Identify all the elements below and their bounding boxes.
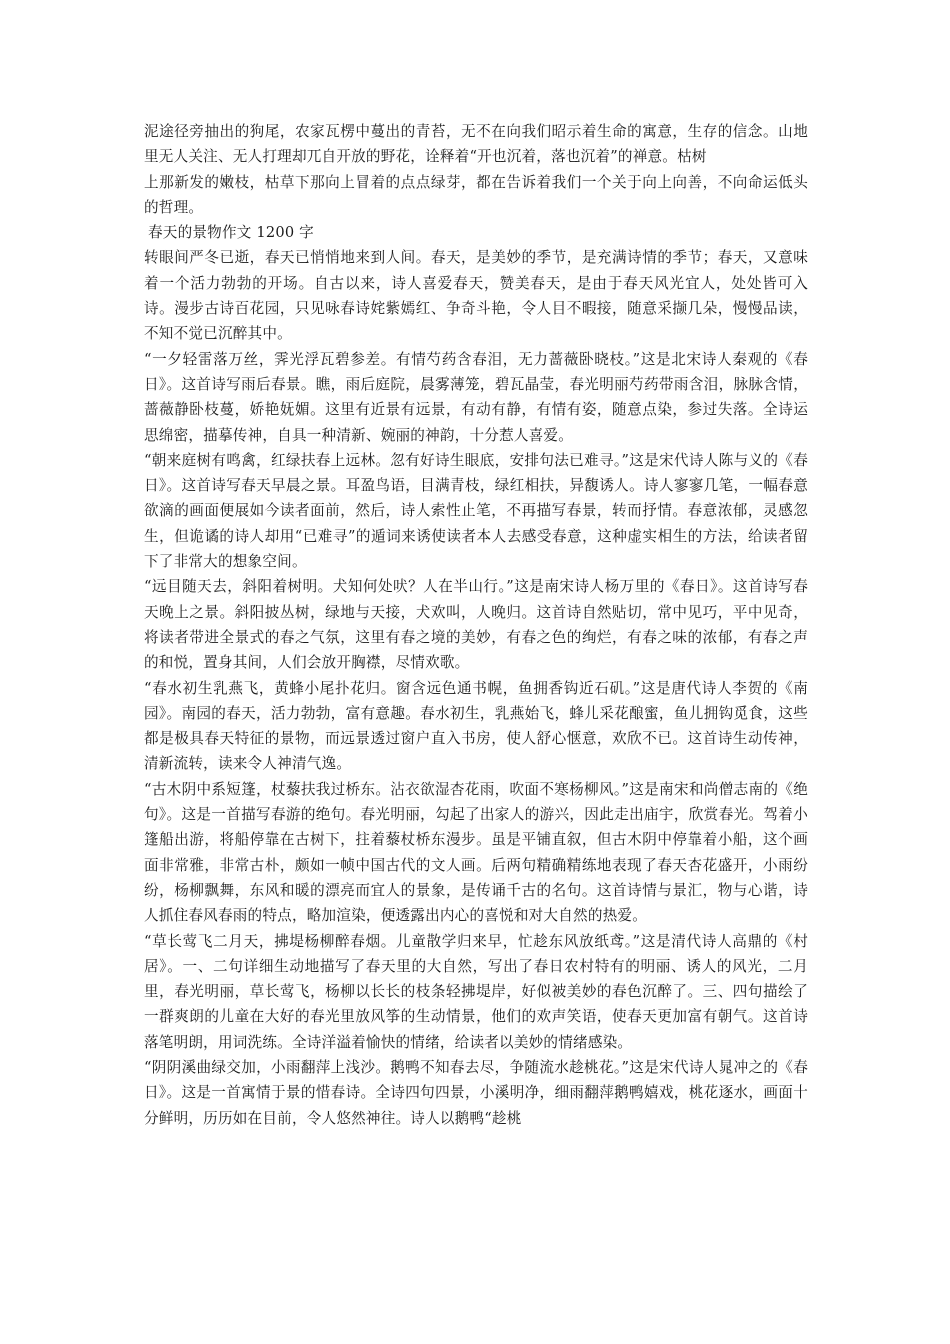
paragraph-zhi-nan: “古木阴中系短篷，杖藜扶我过桥东。沾衣欲湿杏花雨，吹面不寒杨柳风。”这是南宋和尚僧志南的《绝句》。这是一首描写春游的绝句。春光明丽，勾起了出家人的游兴，因此走出庙宇，欣赏春光。驾着小篷船出游，将船停靠在古树下，拄着藜杖桥东漫步。虽是平铺直叙，但古木阴中停靠着小船，这个画面非常雅，非常古朴，颇如一帧中国古代的文人画。后两句精确精练地表现了春天杏花盛开，小雨纷纷，杨柳飘舞，东风和暖的漂亮而宜人的景象，是传诵千古的名句。这首诗情与景汇，物与心谐，诗人抓住春风春雨的特点，略加渲染，便透露出内心的喜悦和对大自然的热爱。 — [144, 780, 808, 925]
essay-title: 春天的景物作文 1200 字 — [148, 224, 314, 242]
paragraph-chao-chongzhi: “阴阴溪曲绿交加，小雨翻萍上浅沙。鹅鸭不知春去尽，争随流水趁桃花。”这是宋代诗人晁冲之的《春日》。这是一首寓情于景的惜春诗。全诗四句四景，小溪明净，细雨翻萍鹅鸭嬉戏，桃花逐水，画面十分鲜明，历历如在目前，令人悠然神往。诗人以鹅鸭“趁桃 — [144, 1058, 808, 1127]
paragraph-gao-ding: “草长莺飞二月天，拂堤杨柳醉春烟。儿童散学归来早，忙趁东风放纸鸢。”这是清代诗人高鼎的《村居》。一、二句详细生动地描写了春天里的大自然，写出了春日农村特有的明丽、诱人的风光，二月里，春光明丽，草长莺飞，杨柳以长长的枝条轻拂堤岸，好似被美妙的春色沉醉了。三、四句描绘了一群爽朗的儿童在大好的春光里放风筝的生动情景，他们的欢声笑语，使春天更加富有朝气。这首诗落笔明朗，用词洗练。全诗洋溢着愉快的情绪，给读者以美妙的情绪感染。 — [144, 932, 808, 1051]
paragraph-intro-1: 泥途径旁抽出的狗尾，农家瓦楞中蔓出的青苔，无不在向我们昭示着生命的寓意，生存的信念。山地里无人关注、无人打理却兀自开放的野花，诠释着“开也沉着，落也沉着”的禅意。枯树 — [144, 123, 808, 166]
document-page — [144, 119, 808, 1131]
paragraph-chen-yuyi: “朝来庭树有鸣禽，红绿扶春上远林。忽有好诗生眼底，安排句法已难寻。”这是宋代诗人陈与义的《春日》。这首诗写春天早晨之景。耳盈鸟语，目满青枝，绿红相扶，异馥诱人。诗人寥寥几笔，一幅春意欲滴的画面便展如今读者面前，然后，诗人索性止笔，不再描写春景，转而抒情。春意浓郁，灵感忽生，但诡谲的诗人却用“已难寻”的遁词来诱使读者本人去感受春意，这种虚实相生的方法，给读者留下了非常大的想象空间。 — [144, 451, 808, 571]
paragraph-qin-guan: “一夕轻雷落万丝，霁光浮瓦碧参差。有情芍药含春泪，无力蔷薇卧晓枝。”这是北宋诗人秦观的《春日》。这首诗写雨后春景。瞧，雨后庭院，晨雾薄笼，碧瓦晶莹，春光明丽芍药带雨含泪，脉脉含情，蔷薇静卧枝蔓，娇艳妩媚。这里有近景有远景，有动有静，有情有姿，随意点染，参过失落。全诗运思绵密，描摹传神，自具一种清新、婉丽的神韵，十分惹人喜爱。 — [144, 350, 808, 444]
paragraph-li-he: “春水初生乳燕飞，黄蜂小尾扑花归。窗含远色通书幌，鱼拥香钩近石矶。”这是唐代诗人李贺的《南园》。南园的春天，活力勃勃，富有意趣。春水初生，乳燕始飞，蜂儿采花酿蜜，鱼儿拥钩觅食，这些都是极具春天特征的景物，而远景透过窗户直入书房，使人舒心惬意，欢欣不已。这首诗生动传神，清新流转，读来令人神清气逸。 — [144, 679, 808, 773]
paragraph-opening: 转眼间严冬已逝，春天已悄悄地来到人间。春天，是美妙的季节，是充满诗情的季节；春天，又意味着一个活力勃勃的开场。自古以来，诗人喜爱春天，赞美春天，是由于春天风光宜人，处处皆可入诗。漫步古诗百花园，只见咏春诗姹紫嫣红、争奇斗艳，令人目不暇接，随意采撷几朵，慢慢品读，不知不觉已沉醉其中。 — [144, 249, 808, 343]
paragraph-intro-2: 上那新发的嫩枝，枯草下那向上冒着的点点绿芽，都在告诉着我们一个关于向上向善，不向命运低头的哲理。 — [144, 173, 808, 216]
paragraph-yang-wanli: “远目随天去，斜阳着树明。犬知何处吠？人在半山行。”这是南宋诗人杨万里的《春日》。这首诗写春天晚上之景。斜阳披丛树，绿地与天接，犬欢叫，人晚归。这首诗自然贴切，常中见巧，平中见奇，将读者带进全景式的春之气氛，这里有春之境的美妙，有春之色的绚烂，有春之味的浓郁，有春之声的和悦，置身其间，人们会放开胸襟，尽情欢歌。 — [144, 578, 808, 672]
